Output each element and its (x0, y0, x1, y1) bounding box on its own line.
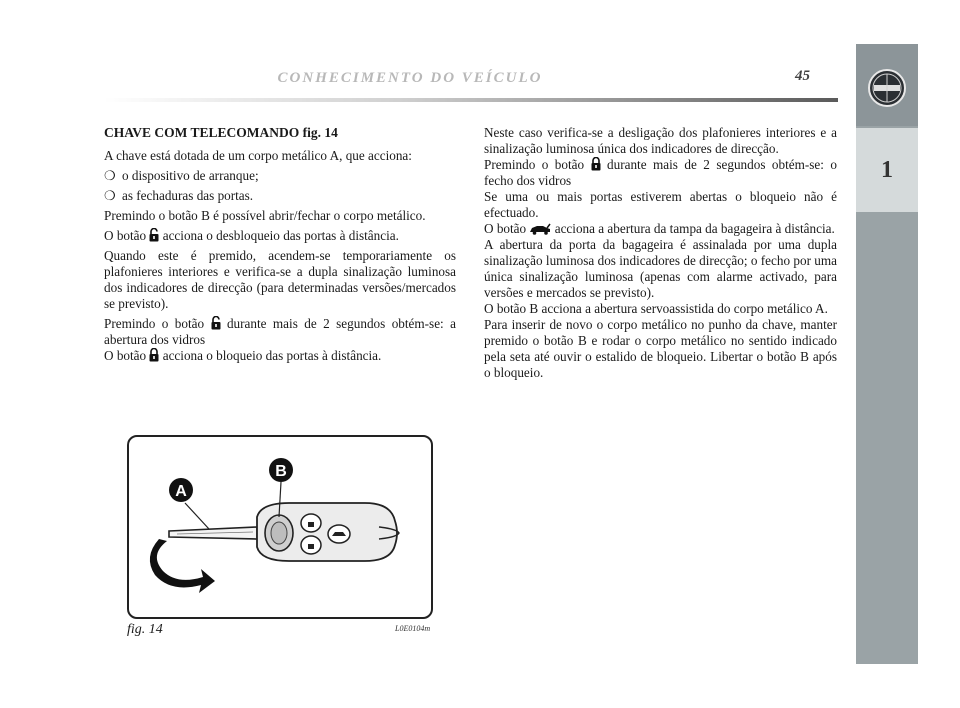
paragraph (484, 221, 837, 237)
figure-14-frame (127, 435, 433, 619)
bullet-text: o dispositivo de arranque; (122, 168, 259, 183)
paragraph (104, 228, 456, 244)
section-heading: CHAVE COM TELECOMANDO fig. 14 (104, 125, 338, 140)
text-run: acciona o desbloqueio das portas à distância. (159, 228, 399, 243)
rotation-arrow-icon (150, 539, 215, 593)
label-b: B (275, 463, 287, 480)
label-a: A (175, 483, 187, 500)
lock-button-icon (149, 348, 159, 362)
bullet-text: as fechaduras das portas. (122, 188, 254, 203)
paragraph: Se uma ou mais portas estiverem abertas o bloqueio não é efectuado. (484, 189, 837, 220)
text-run: acciona o bloqueio das portas à distância. (159, 348, 382, 363)
chapter-number: 1 (856, 128, 918, 212)
key-illustration (129, 437, 431, 617)
header-rule (104, 98, 838, 102)
paragraph (484, 157, 837, 189)
text-run: O botão (484, 221, 530, 236)
list-item (104, 188, 456, 204)
paragraph: A abertura da porta da bagageira é assinalada por uma dupla sinalização luminosa dos indicadores de direcção; o fecho por uma única sinalização luminosa (apenas com alarme activado, para versões e mercados se previsto). (484, 237, 837, 300)
lock-button-icon (591, 157, 601, 171)
paragraph (104, 348, 456, 364)
text-run: O botão (104, 348, 150, 363)
unlock-button-icon (149, 228, 159, 242)
figure-caption: fig. 14 (127, 622, 163, 637)
text-run: durante mais de 2 segundos obtém-se: a abertura dos vidros (104, 316, 456, 347)
unlock-button-icon (211, 316, 221, 330)
figure-code: L0E0104m (395, 624, 431, 633)
list-item (104, 168, 456, 184)
trunk-open-icon (529, 223, 551, 235)
right-text-column (484, 125, 837, 381)
paragraph: Quando este é premido, acendem-se temporariamente os plafonieres interiores e verifica-se a dupla sinalização luminosa dos indicadores de direcção (para determinadas versões/mercados se previsto). (104, 248, 456, 311)
paragraph: O botão B acciona a abertura servoassistida do corpo metálico A. (484, 301, 828, 316)
intro-paragraph: A chave está dotada de um corpo metálico A, que acciona: (104, 148, 412, 163)
side-tab-top (856, 44, 918, 126)
chapter-side-tab (856, 44, 918, 664)
bullet-icon: ❍ (104, 188, 116, 203)
paragraph (104, 316, 456, 348)
paragraph: Neste caso verifica-se a desligação dos plafonieres interiores e a sinalização luminosa única dos indicadores de direcção. (484, 125, 837, 156)
text-run: Premindo o botão (104, 316, 211, 331)
text-run: durante mais de 2 segundos obtém-se: o fecho dos vidros (484, 157, 837, 188)
lancia-badge-icon (867, 68, 907, 108)
running-header: CONHECIMENTO DO VEÍCULO (277, 70, 543, 86)
bullet-icon: ❍ (104, 168, 116, 183)
paragraph: Premindo o botão B é possível abrir/fechar o corpo metálico. (104, 208, 426, 223)
text-run: acciona a abertura da tampa da bagageira à distância. (551, 221, 835, 236)
paragraph: Para inserir de novo o corpo metálico no punho da chave, manter premido o botão B e rodar o corpo metálico no sentido indicado pela seta até ouvir o estalido de bloqueio. Libertar o botão B após o bloqueio. (484, 317, 837, 380)
page-number: 45 (795, 68, 810, 84)
text-run: O botão (104, 228, 150, 243)
left-text-column (104, 125, 456, 368)
text-run: Premindo o botão (484, 157, 591, 172)
